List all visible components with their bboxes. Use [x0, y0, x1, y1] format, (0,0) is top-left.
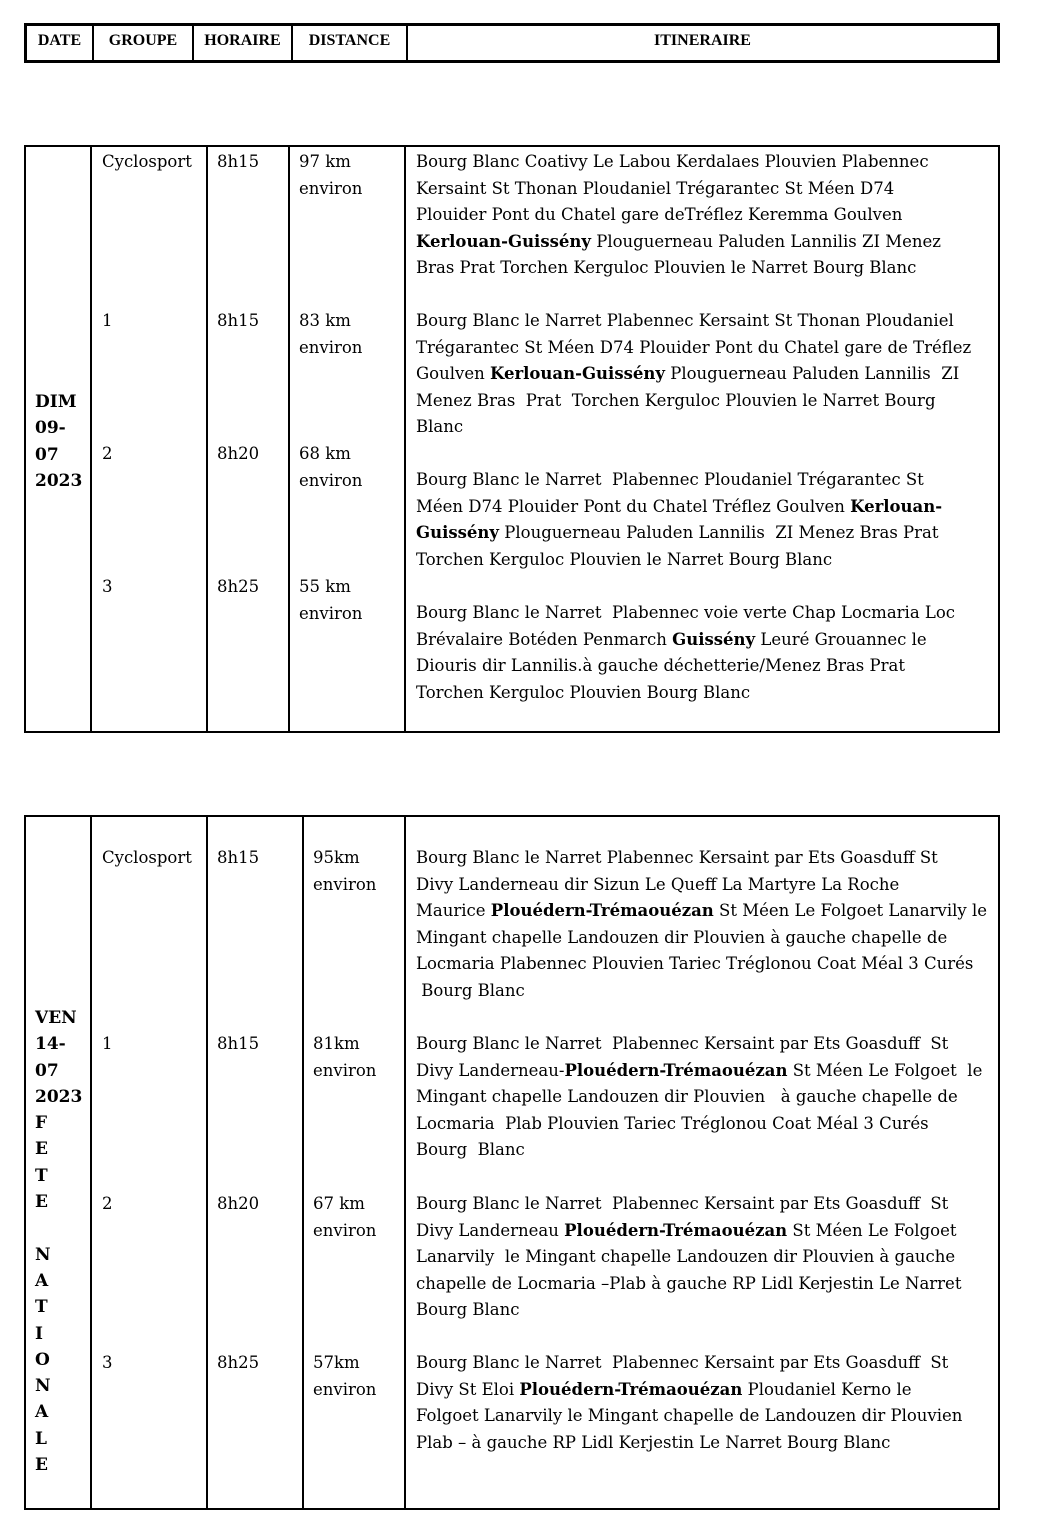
- itineraire-text: Bourg Blanc le Narret Plabennec Kersaint par Ets Goasduff St: [416, 1353, 949, 1372]
- itineraire-line: [416, 627, 996, 654]
- itineraire-line: [416, 308, 996, 335]
- itineraire-text: Divy Landerneau dir Sizun Le Queff La Martyre La Roche: [416, 874, 900, 894]
- itineraire-line: [416, 1297, 996, 1324]
- itineraire-text: Brévalaire Botéden Penmarch: [416, 629, 673, 649]
- itineraire-text: Goulven: [416, 364, 490, 383]
- ride-horaire: 8h25: [217, 1353, 260, 1372]
- ride-groupe: 1: [102, 311, 113, 330]
- ride-horaire: 8h25: [217, 577, 260, 596]
- itineraire-line: [416, 335, 996, 362]
- itineraire-text: Trégarantec St Méen D74 Plouider Pont du Chatel gare de Tréflez: [416, 337, 972, 357]
- ride-date: VEN 14- 07 2023 F E T E N A T I O N A L E: [35, 1008, 83, 1476]
- itineraire-highlight: Guissény: [416, 523, 500, 542]
- itineraire-text: Divy Landerneau: [416, 1220, 565, 1240]
- itineraire-text: Diouris dir Lannilis.à gauche déchetterie/Menez Bras Prat: [416, 656, 905, 675]
- ride-itineraire: [416, 467, 996, 573]
- itineraire-text: Divy Landerneau-: [416, 1060, 565, 1080]
- itineraire-line: [416, 388, 996, 415]
- ride-distance: 97 km environ: [299, 152, 363, 198]
- itineraire-text: Torchen Kerguloc Plouvien le Narret Bourg Blanc: [416, 549, 833, 569]
- itineraire-text: Leuré Grouannec le: [755, 629, 927, 649]
- ride-horaire: 8h15: [217, 1034, 260, 1053]
- ride-horaire: 8h15: [217, 848, 260, 867]
- itineraire-text: Méen D74 Plouider Pont du Chatel Tréflez Goulven: [416, 496, 851, 516]
- ride-groupe: 3: [102, 577, 113, 596]
- ride-block-friday: [24, 815, 1000, 1510]
- ride-distance: 83 km environ: [299, 311, 363, 357]
- ride-date: DIM 09- 07 2023: [35, 392, 83, 491]
- itineraire-text: Plab – à gauche RP Lidl Kerjestin Le Narret Bourg Blanc: [416, 1432, 891, 1452]
- ride-horaire: 8h20: [217, 444, 260, 463]
- itineraire-line: [416, 872, 996, 899]
- itineraire-line: [416, 255, 996, 282]
- itineraire-line: [416, 361, 996, 388]
- itineraire-text: Bourg Blanc: [416, 1140, 525, 1159]
- header-distance: DISTANCE: [291, 26, 406, 60]
- ride-distance: 95km environ: [313, 848, 377, 894]
- header-horaire: HORAIRE: [192, 26, 291, 60]
- itineraire-text: Plouguerneau Paluden Lannilis ZI Menez Bras Prat: [499, 523, 939, 542]
- itineraire-text: St Méen Le Folgoet: [787, 1220, 957, 1240]
- itineraire-text: Bourg Blanc: [416, 980, 525, 1000]
- header-groupe: GROUPE: [92, 26, 192, 60]
- itineraire-line: [416, 229, 996, 256]
- itineraire-text: Bourg Blanc Coativy Le Labou Kerdalaes Plouvien Plabennec: [416, 152, 929, 171]
- itineraire-line: [416, 1191, 996, 1218]
- itineraire-line: [416, 1111, 996, 1138]
- itineraire-text: Kersaint St Thonan Ploudaniel Trégarantec St Méen D74: [416, 178, 895, 198]
- ride-itineraire: [416, 1031, 996, 1164]
- itineraire-text: Bourg Blanc le Narret Plabennec Kersaint par Ets Goasduff St: [416, 848, 938, 867]
- itineraire-line: [416, 845, 996, 872]
- itineraire-text: Menez Bras Prat Torchen Kerguloc Plouvien le Narret Bourg: [416, 390, 936, 410]
- ride-groupe: 3: [102, 1353, 113, 1372]
- itineraire-highlight: Guissény: [672, 629, 756, 649]
- itineraire-highlight: Plouédern-Trémaouézan: [564, 1060, 788, 1080]
- itineraire-line: [416, 176, 996, 203]
- itineraire-line: [416, 467, 996, 494]
- ride-itineraire: [416, 845, 996, 1004]
- itineraire-text: Bourg Blanc le Narret Plabennec Kersaint St Thonan Ploudaniel: [416, 311, 954, 330]
- itineraire-text: St Méen Le Folgoet le: [787, 1060, 983, 1080]
- itineraire-text: Plouider Pont du Chatel gare deTréflez Keremma Goulven: [416, 205, 903, 224]
- ride-horaire: 8h20: [217, 1194, 260, 1213]
- ride-block-sunday: [24, 145, 1000, 733]
- ride-distance: 68 km environ: [299, 444, 363, 490]
- itineraire-line: [416, 414, 996, 441]
- itineraire-text: Ploudaniel Kerno le: [742, 1379, 912, 1399]
- itineraire-text: Locmaria Plabennec Plouvien Tariec Tréglonou Coat Méal 3 Curés: [416, 954, 974, 973]
- itineraire-line: [416, 1137, 996, 1164]
- itineraire-text: Bourg Blanc le Narret Plabennec Kersaint par Ets Goasduff St: [416, 1194, 949, 1213]
- itineraire-text: Plouguerneau Paluden Lannilis ZI: [664, 364, 960, 383]
- ride-distance: 55 km environ: [299, 577, 363, 623]
- itineraire-line: [416, 653, 996, 680]
- itineraire-line: [416, 1058, 996, 1085]
- itineraire-line: [416, 1084, 996, 1111]
- itineraire-line: [416, 1377, 996, 1404]
- itineraire-line: [416, 494, 996, 521]
- itineraire-line: [416, 925, 996, 952]
- itineraire-text: Bourg Blanc le Narret Plabennec Kersaint par Ets Goasduff St: [416, 1034, 949, 1053]
- itineraire-highlight: Kerlouan-: [850, 496, 943, 516]
- itineraire-line: [416, 547, 996, 574]
- itineraire-text: Mingant chapelle Landouzen dir Plouvien à gauche chapelle de: [416, 1087, 958, 1106]
- header-itineraire: ITINERAIRE: [406, 26, 997, 60]
- itineraire-line: [416, 978, 996, 1005]
- itineraire-line: [416, 1350, 996, 1377]
- itineraire-text: Blanc: [416, 417, 464, 436]
- itineraire-line: [416, 149, 996, 176]
- itineraire-line: [416, 951, 996, 978]
- itineraire-text: Mingant chapelle Landouzen dir Plouvien à gauche chapelle de: [416, 927, 948, 947]
- itineraire-text: Divy St Eloi: [416, 1379, 520, 1399]
- itineraire-line: [416, 1218, 996, 1245]
- itineraire-text: Folgoet Lanarvily le Mingant chapelle de Landouzen dir Plouvien: [416, 1406, 963, 1425]
- ride-groupe: Cyclosport: [102, 152, 192, 171]
- itineraire-text: St Méen Le Folgoet Lanarvily le: [713, 901, 987, 920]
- ride-groupe: 2: [102, 444, 113, 463]
- itineraire-line: [416, 520, 996, 547]
- ride-groupe: Cyclosport: [102, 848, 192, 867]
- itineraire-text: Maurice: [416, 901, 491, 920]
- itineraire-highlight: Kerlouan-Guissény: [489, 364, 665, 383]
- itineraire-highlight: Plouédern-Trémaouézan: [564, 1220, 788, 1240]
- schedule-header: [24, 23, 1000, 63]
- itineraire-highlight: Plouédern-Trémaouézan: [490, 901, 714, 920]
- itineraire-highlight: Kerlouan-Guissény: [416, 231, 591, 251]
- ride-groupe: 1: [102, 1034, 113, 1053]
- ride-horaire: 8h15: [217, 152, 260, 171]
- itineraire-text: chapelle de Locmaria –Plab à gauche RP Lidl Kerjestin Le Narret: [416, 1273, 962, 1293]
- ride-itineraire: [416, 600, 996, 706]
- ride-horaire: 8h15: [217, 311, 260, 330]
- itineraire-line: [416, 600, 996, 627]
- itineraire-text: Torchen Kerguloc Plouvien Bourg Blanc: [416, 682, 751, 702]
- itineraire-line: [416, 1031, 996, 1058]
- ride-itineraire: [416, 1191, 996, 1324]
- itineraire-text: Locmaria Plab Plouvien Tariec Tréglonou Coat Méal 3 Curés: [416, 1113, 929, 1133]
- itineraire-line: [416, 202, 996, 229]
- itineraire-text: Lanarvily le Mingant chapelle Landouzen dir Plouvien à gauche: [416, 1247, 956, 1266]
- itineraire-text: Bras Prat Torchen Kerguloc Plouvien le Narret Bourg Blanc: [416, 258, 917, 277]
- itineraire-line: [416, 1244, 996, 1271]
- itineraire-text: Bourg Blanc: [416, 1300, 520, 1319]
- ride-distance: 57km environ: [313, 1353, 377, 1399]
- itineraire-text: Plouguerneau Paluden Lannilis ZI Menez: [591, 231, 941, 251]
- itineraire-line: [416, 898, 996, 925]
- itineraire-line: [416, 1403, 996, 1430]
- ride-itineraire: [416, 1350, 996, 1456]
- ride-distance: 67 km environ: [313, 1194, 377, 1240]
- itineraire-line: [416, 1430, 996, 1457]
- itineraire-line: [416, 680, 996, 707]
- itineraire-text: Bourg Blanc le Narret Plabennec Ploudaniel Trégarantec St: [416, 470, 924, 489]
- ride-groupe: 2: [102, 1194, 113, 1213]
- ride-distance: 81km environ: [313, 1034, 377, 1080]
- itineraire-highlight: Plouédern-Trémaouézan: [519, 1379, 743, 1399]
- itineraire-line: [416, 1271, 996, 1298]
- ride-itineraire: [416, 149, 996, 282]
- itineraire-text: Bourg Blanc le Narret Plabennec voie verte Chap Locmaria Loc: [416, 603, 956, 622]
- ride-itineraire: [416, 308, 996, 441]
- header-date: DATE: [37, 32, 82, 49]
